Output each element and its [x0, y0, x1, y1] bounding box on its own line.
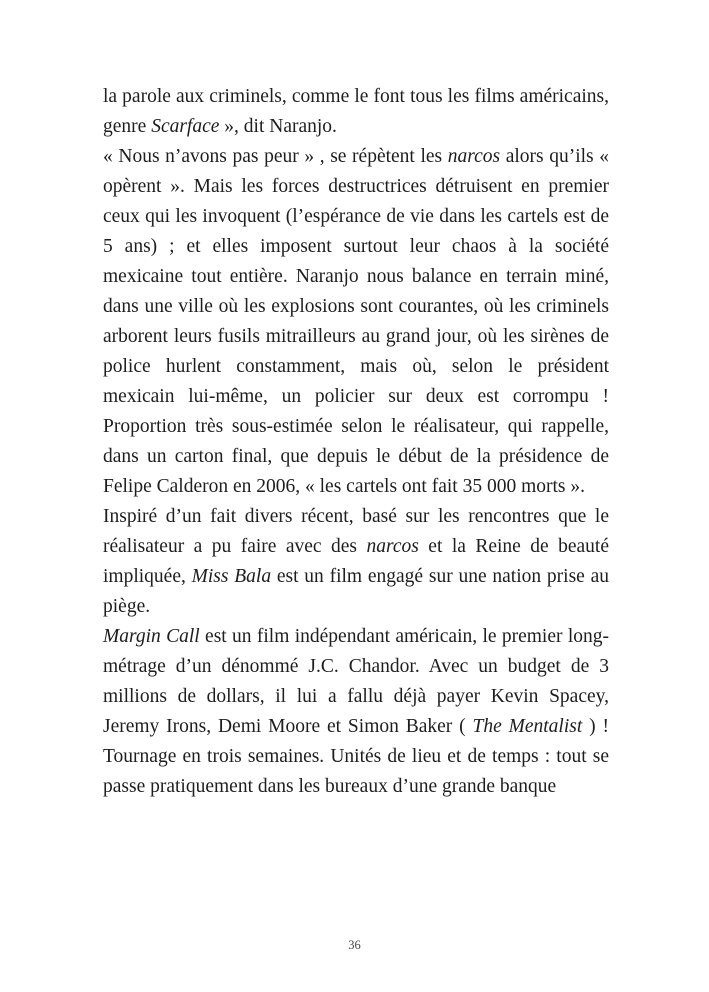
text-run: ) ! Tournage en trois semaines. Unités de lieu et de temps : tout se passe pratiquement dans les bureaux d’une grande banque — [103, 716, 609, 797]
text-run-italic: Margin Call — [103, 626, 200, 647]
text-run: est un film indépendant américain, le premier long-métrage d’un dénommé J.C. Chandor. Avec un budget de 3 millions de dollars, il lui a fallu déjà payer Kevin Spacey, Jeremy Irons, Demi Moore et Simon Baker ( — [103, 626, 609, 737]
text-run: », dit Naranjo. — [219, 116, 337, 137]
text-run-italic: narcos — [366, 536, 419, 557]
text-run: est un film engagé sur une nation prise au piège. — [103, 566, 609, 617]
text-run: alors qu’ils « opèrent ». Mais les forces destructrices détruisent en premier ceux qui les invoquent (l’espérance de vie dans les cartels est de 5 ans) ; et elles imposent surtout leur chaos à la société mexicaine tout entière. Naranjo nous balance en terrain miné, dans une ville où les explosions sont courantes, où les criminels arborent leurs fusils mitrailleurs au grand jour, où les sirènes de police hurlent constamment, mais où, selon le président mexicain lui-même, un policier sur deux est corrompu ! Proportion très sous-estimée selon le réalisateur, qui rappelle, dans un carton final, que depuis le début de la présidence de Felipe Calderon en 2006, « les cartels ont fait 35 000 morts ». — [103, 146, 609, 497]
paragraph-3 — [103, 502, 609, 622]
text-run-italic: Scarface — [151, 116, 220, 137]
text-run: Inspiré d’un fait divers récent, basé sur les rencontres que le réalisateur a pu faire avec des — [103, 506, 609, 557]
page-number: 36 — [348, 938, 361, 952]
text-run: « Nous n’avons pas peur » , se répètent les — [103, 146, 448, 167]
paragraph-2 — [103, 142, 609, 502]
text-run-italic: narcos — [447, 146, 501, 167]
text-run-italic: Miss Bala — [191, 566, 272, 587]
text-run: et la Reine de beauté impliquée, — [103, 536, 610, 587]
text-run-italic: The Mentalist — [472, 716, 583, 737]
paragraph-1 — [103, 82, 609, 142]
text-column — [103, 82, 609, 802]
text-run: la parole aux criminels, comme le font tous les films américains, genre — [103, 86, 609, 137]
paragraph-4 — [103, 622, 609, 802]
